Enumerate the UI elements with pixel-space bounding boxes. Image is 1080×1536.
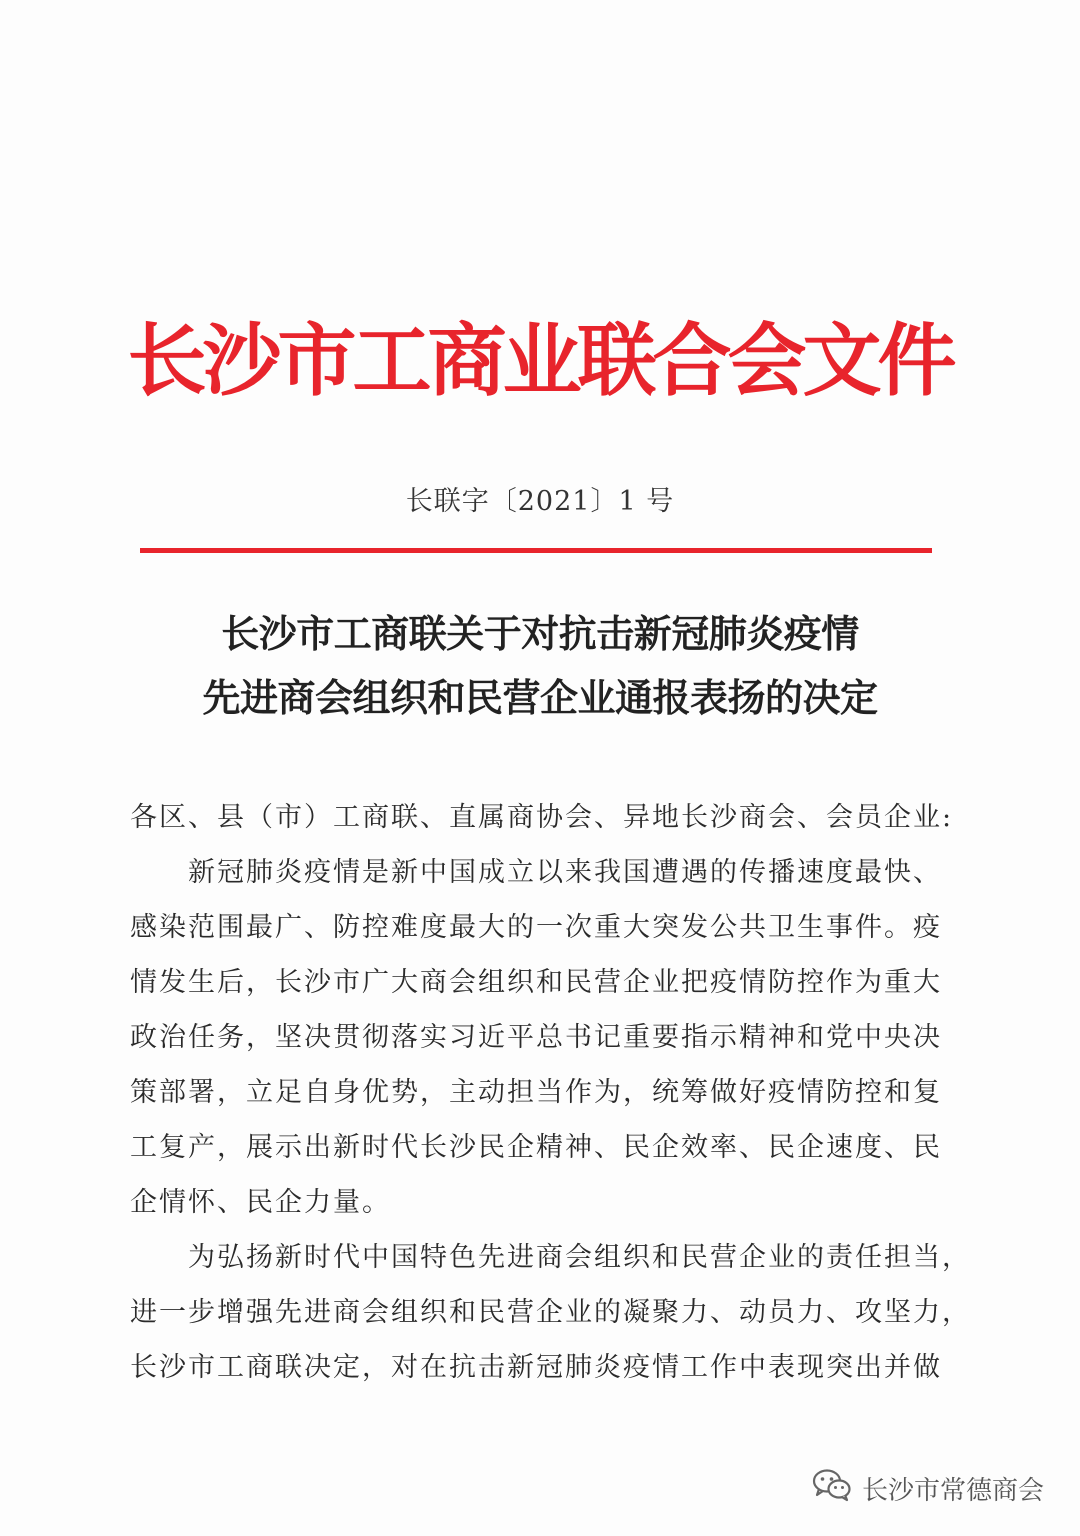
body-line: 策部署，立足自身优势，主动担当作为，统筹做好疫情防控和复 — [130, 1077, 942, 1108]
body-line: 工复产，展示出新时代长沙民企精神、民企效率、民企速度、民 — [130, 1132, 942, 1163]
body-line: 新冠肺炎疫情是新中国成立以来我国遭遇的传播速度最快、 — [188, 857, 942, 888]
salutation: 各区、县（市）工商联、直属商协会、异地长沙商会、会员企业: — [130, 802, 954, 833]
red-divider — [140, 548, 932, 553]
body-line: 为弘扬新时代中国特色先进商会组织和民营企业的责任担当， — [188, 1242, 971, 1273]
body-line: 企情怀、民企力量。 — [130, 1187, 391, 1218]
body-line: 长沙市工商联决定，对在抗击新冠肺炎疫情工作中表现突出并做 — [130, 1352, 942, 1383]
document-title-line-1: 长沙市工商联关于对抗击新冠肺炎疫情 — [221, 611, 859, 656]
account-watermark — [812, 1464, 1044, 1512]
account-name: 长沙市常德商会 — [861, 1475, 1044, 1506]
body-line: 进一步增强先进商会组织和民营企业的凝聚力、动员力、攻坚力， — [130, 1297, 971, 1328]
wechat-icon — [812, 1468, 852, 1509]
body-line: 政治任务，坚决贯彻落实习近平总书记重要指示精神和党中央决 — [130, 1022, 942, 1053]
org-file-title: 长沙市工商业联合会文件 — [127, 314, 953, 407]
body-line: 情发生后，长沙市广大商会组织和民营企业把疫情防控作为重大 — [130, 967, 942, 998]
document-number: 长联字〔2021〕1 号 — [405, 486, 675, 517]
document-title-line-2: 先进商会组织和民营企业通报表扬的决定 — [202, 675, 878, 720]
body-line: 感染范围最广、防控难度最大的一次重大突发公共卫生事件。疫 — [130, 912, 942, 943]
